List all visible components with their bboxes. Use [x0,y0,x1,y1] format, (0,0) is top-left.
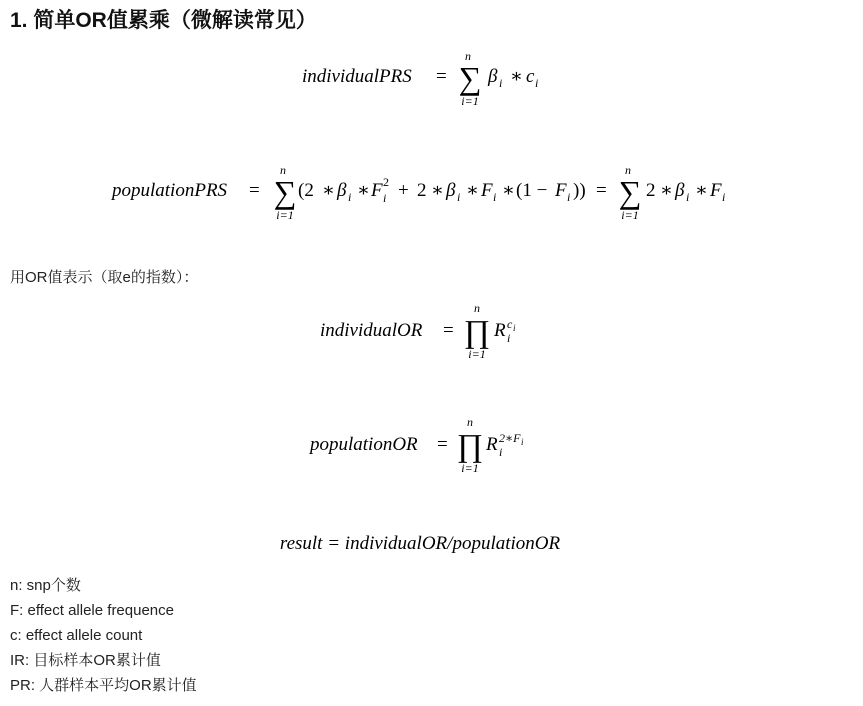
two-constant: 2 [417,180,427,201]
times-sign: ∗ [510,66,523,87]
r-subscript: i [499,445,503,459]
r-exponent-subscript: i [521,437,524,447]
product-symbol: ∏ [463,313,491,349]
c-symbol: c [526,66,535,87]
r-exponent: 2∗F [499,431,521,445]
f-subscript: i [493,190,497,204]
definition-f: F: effect allele frequence [10,602,174,619]
times-sign: ∗ [466,180,479,201]
beta-subscript: i [499,76,503,90]
sum-upper-limit: n [465,49,471,63]
product-lower-limit: i=1 [468,347,486,361]
result-expression: result = individualOR/populationOR [279,533,561,554]
beta-symbol: β [337,180,347,201]
definition-ir: IR: 目标样本OR累计值 [10,652,161,669]
sum-upper-limit: n [625,163,631,177]
equals-sign: = [249,180,260,201]
f-subscript: i [383,191,387,205]
individual-or-lhs: individualOR [320,320,423,341]
sum-upper-limit: n [280,163,286,177]
times-sign: ∗ [322,180,335,201]
f-square-exponent: 2 [383,175,389,189]
product-symbol: ∏ [456,427,484,463]
times-sign: ∗ [431,180,444,201]
two-constant: 2 [646,180,656,201]
beta-subscript: i [686,190,690,204]
sum-symbol: ∑ [458,60,482,96]
or-note: 用OR值表示（取e的指数）： [10,269,199,286]
open-paren-two: (2 [298,180,314,201]
r-symbol: R [486,434,498,455]
times-sign: ∗ [357,180,370,201]
times-sign: ∗ [660,180,673,201]
product-upper-limit: n [474,301,480,315]
times-sign: ∗ [502,180,515,201]
formula-individual-prs [0,48,840,108]
beta-symbol: β [675,180,685,201]
close-parens: )) [573,180,586,201]
formula-population-prs [0,162,840,222]
definition-c: c: effect allele count [10,627,143,644]
beta-symbol: β [488,66,498,87]
beta-subscript: i [348,190,352,204]
r-symbol: R [494,320,506,341]
sum-symbol: ∑ [273,174,297,210]
r-subscript: i [507,331,511,345]
formula-population-or [0,414,840,474]
f-subscript: i [722,190,726,204]
f-subscript: i [567,190,571,204]
sum-lower-limit: i=1 [621,208,639,222]
section-heading: 1. 简单OR值累乘（微解读常见） [10,9,317,32]
population-or-lhs: populationOR [310,434,418,455]
beta-subscript: i [457,190,461,204]
individual-prs-lhs: individualPRS [302,66,412,87]
beta-symbol: β [446,180,456,201]
f-symbol: F [710,180,722,201]
sum-lower-limit: i=1 [276,208,294,222]
times-sign: ∗ [695,180,708,201]
one-minus-group: (1 − [516,180,548,201]
plus-sign: + [398,180,409,201]
equals-sign: = [436,66,447,87]
f-symbol: F [481,180,493,201]
equals-sign: = [443,320,454,341]
formula-result [0,520,840,580]
c-subscript: i [535,76,539,90]
product-upper-limit: n [467,415,473,429]
sum-lower-limit: i=1 [461,94,479,108]
definition-list [10,573,197,698]
sum-symbol: ∑ [618,174,642,210]
f-symbol: F [555,180,567,201]
definition-n: n: snp个数 [10,577,81,594]
r-exponent-subscript: i [513,323,516,333]
population-prs-lhs: populationPRS [112,180,228,201]
f-symbol: F [371,180,383,201]
definition-pr: PR: 人群样本平均OR累计值 [10,677,197,694]
equals-sign: = [596,180,607,201]
r-exponent: c [507,317,513,331]
formula-individual-or [0,300,840,360]
equals-sign: = [437,434,448,455]
product-lower-limit: i=1 [461,461,479,475]
